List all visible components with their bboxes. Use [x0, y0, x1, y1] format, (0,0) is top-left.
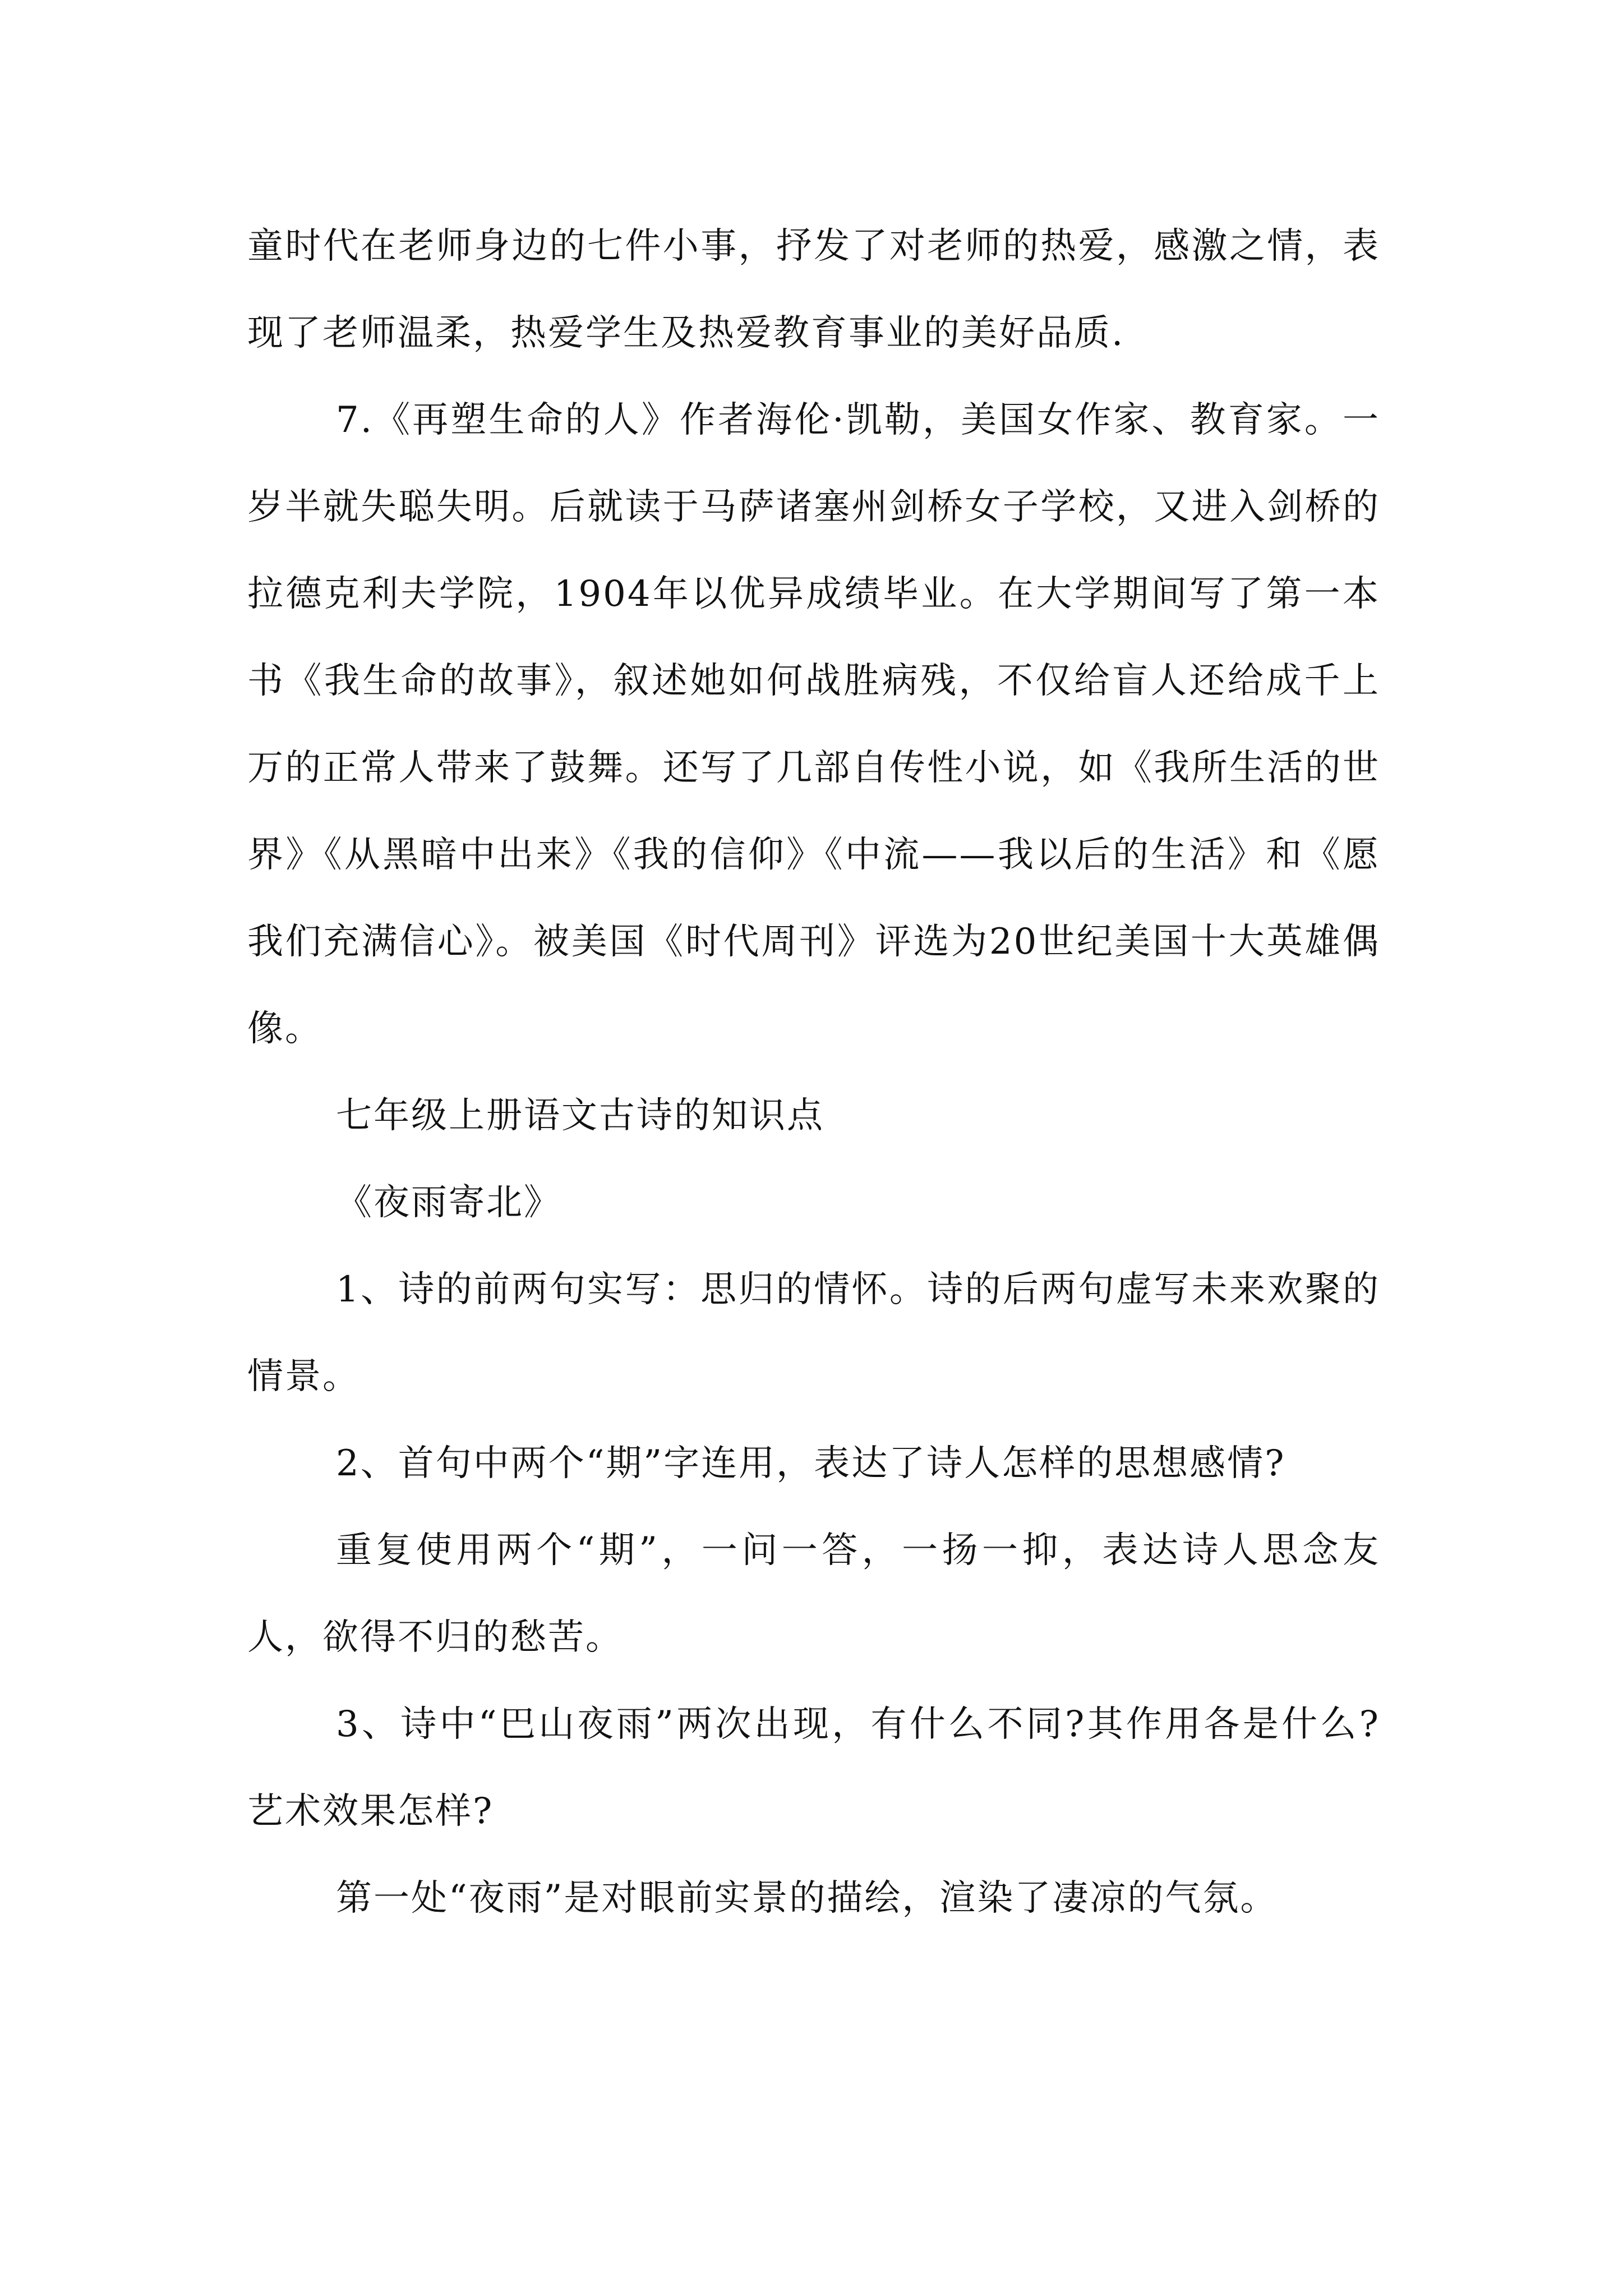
section-heading: 七年级上册语文古诗的知识点: [336, 1095, 824, 1137]
paragraph-helen-keller: 7.《再塑生命的人》作者海伦·凯勒，美国女作家、教育家。一岁半就失聪失明。后就读于马萨诸塞州剑桥女子学校，又进入剑桥的拉德克利夫学院，1904年以优异成绩毕业。在大学期间写了第一本书《我生命的故事》，叙述她如何战胜病残，不仅给盲人还给成千上万的正常人带来了鼓舞。还写了几部自传性小说，如《我所生活的世界》《从黑暗中出来》《我的信仰》《中流——我以后的生活》和《愿我们充满信心》。被美国《时代周刊》评选为20世纪美国十大英雄偶像。: [247, 399, 1380, 1050]
document-body: [247, 203, 1380, 1942]
paragraph-answer-2: 重复使用两个“期”，一问一答，一扬一抑，表达诗人思念友人，欲得不归的愁苦。: [247, 1530, 1380, 1658]
paragraph-teacher-summary: 童时代在老师身边的七件小事，抒发了对老师的热爱，感激之情，表现了老师温柔，热爱学生及热爱教育事业的美好品质.: [247, 226, 1380, 354]
paragraph-item-2: 2、首句中两个“期”字连用，表达了诗人怎样的思想感情?: [336, 1443, 1286, 1484]
poem-title: 《夜雨寄北》: [336, 1182, 561, 1223]
paragraph-item-3: 3、诗中“巴山夜雨”两次出现，有什么不同?其作用各是什么?艺术效果怎样?: [247, 1704, 1380, 1832]
paragraph-answer-3: 第一处“夜雨”是对眼前实景的描绘，渲染了凄凉的气氛。: [336, 1878, 1278, 1919]
paragraph-item-1: 1、诗的前两句实写：思归的情怀。诗的后两句虚写未来欢聚的情景。: [247, 1269, 1380, 1397]
